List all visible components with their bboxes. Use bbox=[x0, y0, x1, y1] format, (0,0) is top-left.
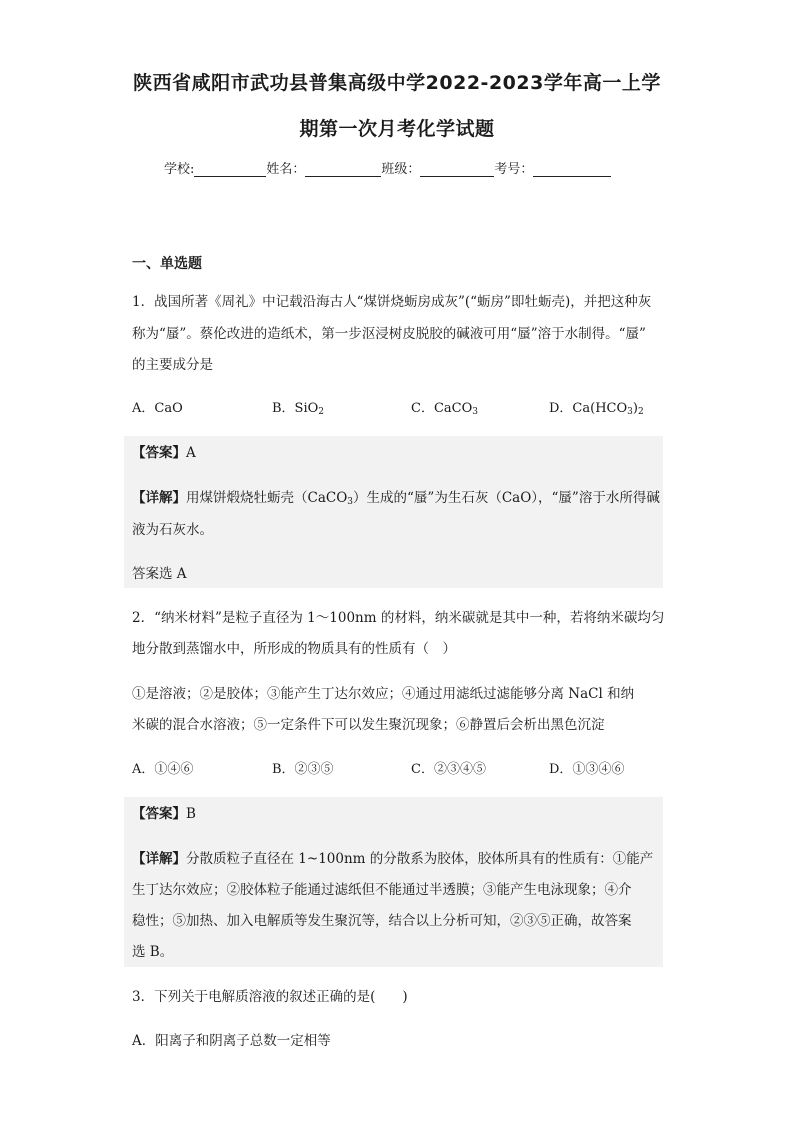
q2-detail-line3: 稳性；⑤加热、加入电解质等发生聚沉等，结合以上分析可知，②③⑤正确，故答案 bbox=[132, 913, 632, 929]
section-title: 一、单选题 bbox=[132, 256, 202, 272]
name-blank bbox=[305, 162, 381, 177]
doc-title-line1: 陕西省咸阳市武功县普集高级中学2022-2023学年高一上学 bbox=[133, 72, 661, 94]
q1-stem-line2: 称为“蜃”。蔡伦改进的造纸术，第一步沤浸树皮脱胶的碱液可用“蜃”溶于水制得。“蜃” bbox=[132, 326, 646, 342]
q2-option-b: B．②③⑤ bbox=[272, 762, 334, 777]
q2-detail-line2: 生丁达尔效应；②胶体粒子能通过滤纸但不能通过半透膜；③能产生电泳现象；④介 bbox=[132, 882, 632, 898]
q2-list-line2: 米碳的混合水溶液；⑤一定条件下可以发生聚沉现象；⑥静置后会析出黑色沉淀 bbox=[132, 717, 605, 733]
q1-option-a: A．CaO bbox=[132, 401, 183, 416]
q2-stem-line2: 地分散到蒸馏水中，所形成的物质具有的性质有（ ） bbox=[132, 641, 456, 657]
q1-answer-block bbox=[124, 436, 663, 588]
q2-detail-line1: 【详解】分散质粒子直径在 1~100nm 的分散系为胶体，胶体所具有的性质有：①能产 bbox=[132, 851, 654, 867]
doc-title-line2: 期第一次月考化学试题 bbox=[299, 118, 495, 140]
number-label: 考号： bbox=[494, 162, 534, 177]
q1-option-b: B．SiO$_2$ bbox=[272, 401, 325, 417]
q3-stem: 3．下列关于电解质溶液的叙述正确的是( ) bbox=[132, 989, 408, 1005]
q2-option-a: A．①④⑥ bbox=[132, 762, 194, 777]
number-blank bbox=[533, 162, 611, 177]
q1-option-d: D．$Ca(HCO_3)_2$ bbox=[549, 401, 644, 417]
student-info-row bbox=[164, 158, 611, 177]
q2-answer: 【答案】B bbox=[132, 806, 196, 822]
school-label: 学校: bbox=[164, 162, 195, 177]
q1-answer: 【答案】A bbox=[132, 445, 196, 461]
q2-stem-line1: 2．“纳米材料”是粒子直径为 1～100nm 的材料，纳米碳就是其中一种，若将纳米碳均匀 bbox=[132, 610, 665, 626]
q1-detail-line1: 【详解】用煤饼煅烧牡蛎壳（CaCO$_3$）生成的“蜃”为生石灰（CaO），“蜃”溶于水所得碱 bbox=[132, 490, 660, 507]
q1-option-c: C．CaCO$_3$ bbox=[411, 401, 478, 417]
class-blank bbox=[420, 162, 494, 177]
q2-list-line1: ①是溶液；②是胶体；③能产生丁达尔效应；④通过用滤纸过滤能够分离 NaCl 和纳 bbox=[132, 686, 635, 702]
q3-option-a: A．阳离子和阴离子总数一定相等 bbox=[132, 1033, 331, 1049]
q1-final-answer: 答案选 A bbox=[132, 566, 187, 582]
class-label: 班级： bbox=[381, 162, 421, 177]
q2-option-d: D．①③④⑥ bbox=[549, 762, 625, 777]
q1-detail-line2: 液为石灰水。 bbox=[132, 522, 213, 538]
q2-detail-line4: 选 B。 bbox=[132, 944, 174, 960]
q1-stem-line3: 的主要成分是 bbox=[132, 357, 213, 373]
name-label: 姓名： bbox=[266, 162, 306, 177]
q2-option-c: C．②③④⑤ bbox=[411, 762, 486, 777]
q1-stem-line1: 1．战国所著《周礼》中记载沿海古人“煤饼烧蛎房成灰”(“蛎房”即牡蛎壳)，并把这种灰 bbox=[132, 294, 652, 310]
school-blank bbox=[194, 162, 266, 177]
